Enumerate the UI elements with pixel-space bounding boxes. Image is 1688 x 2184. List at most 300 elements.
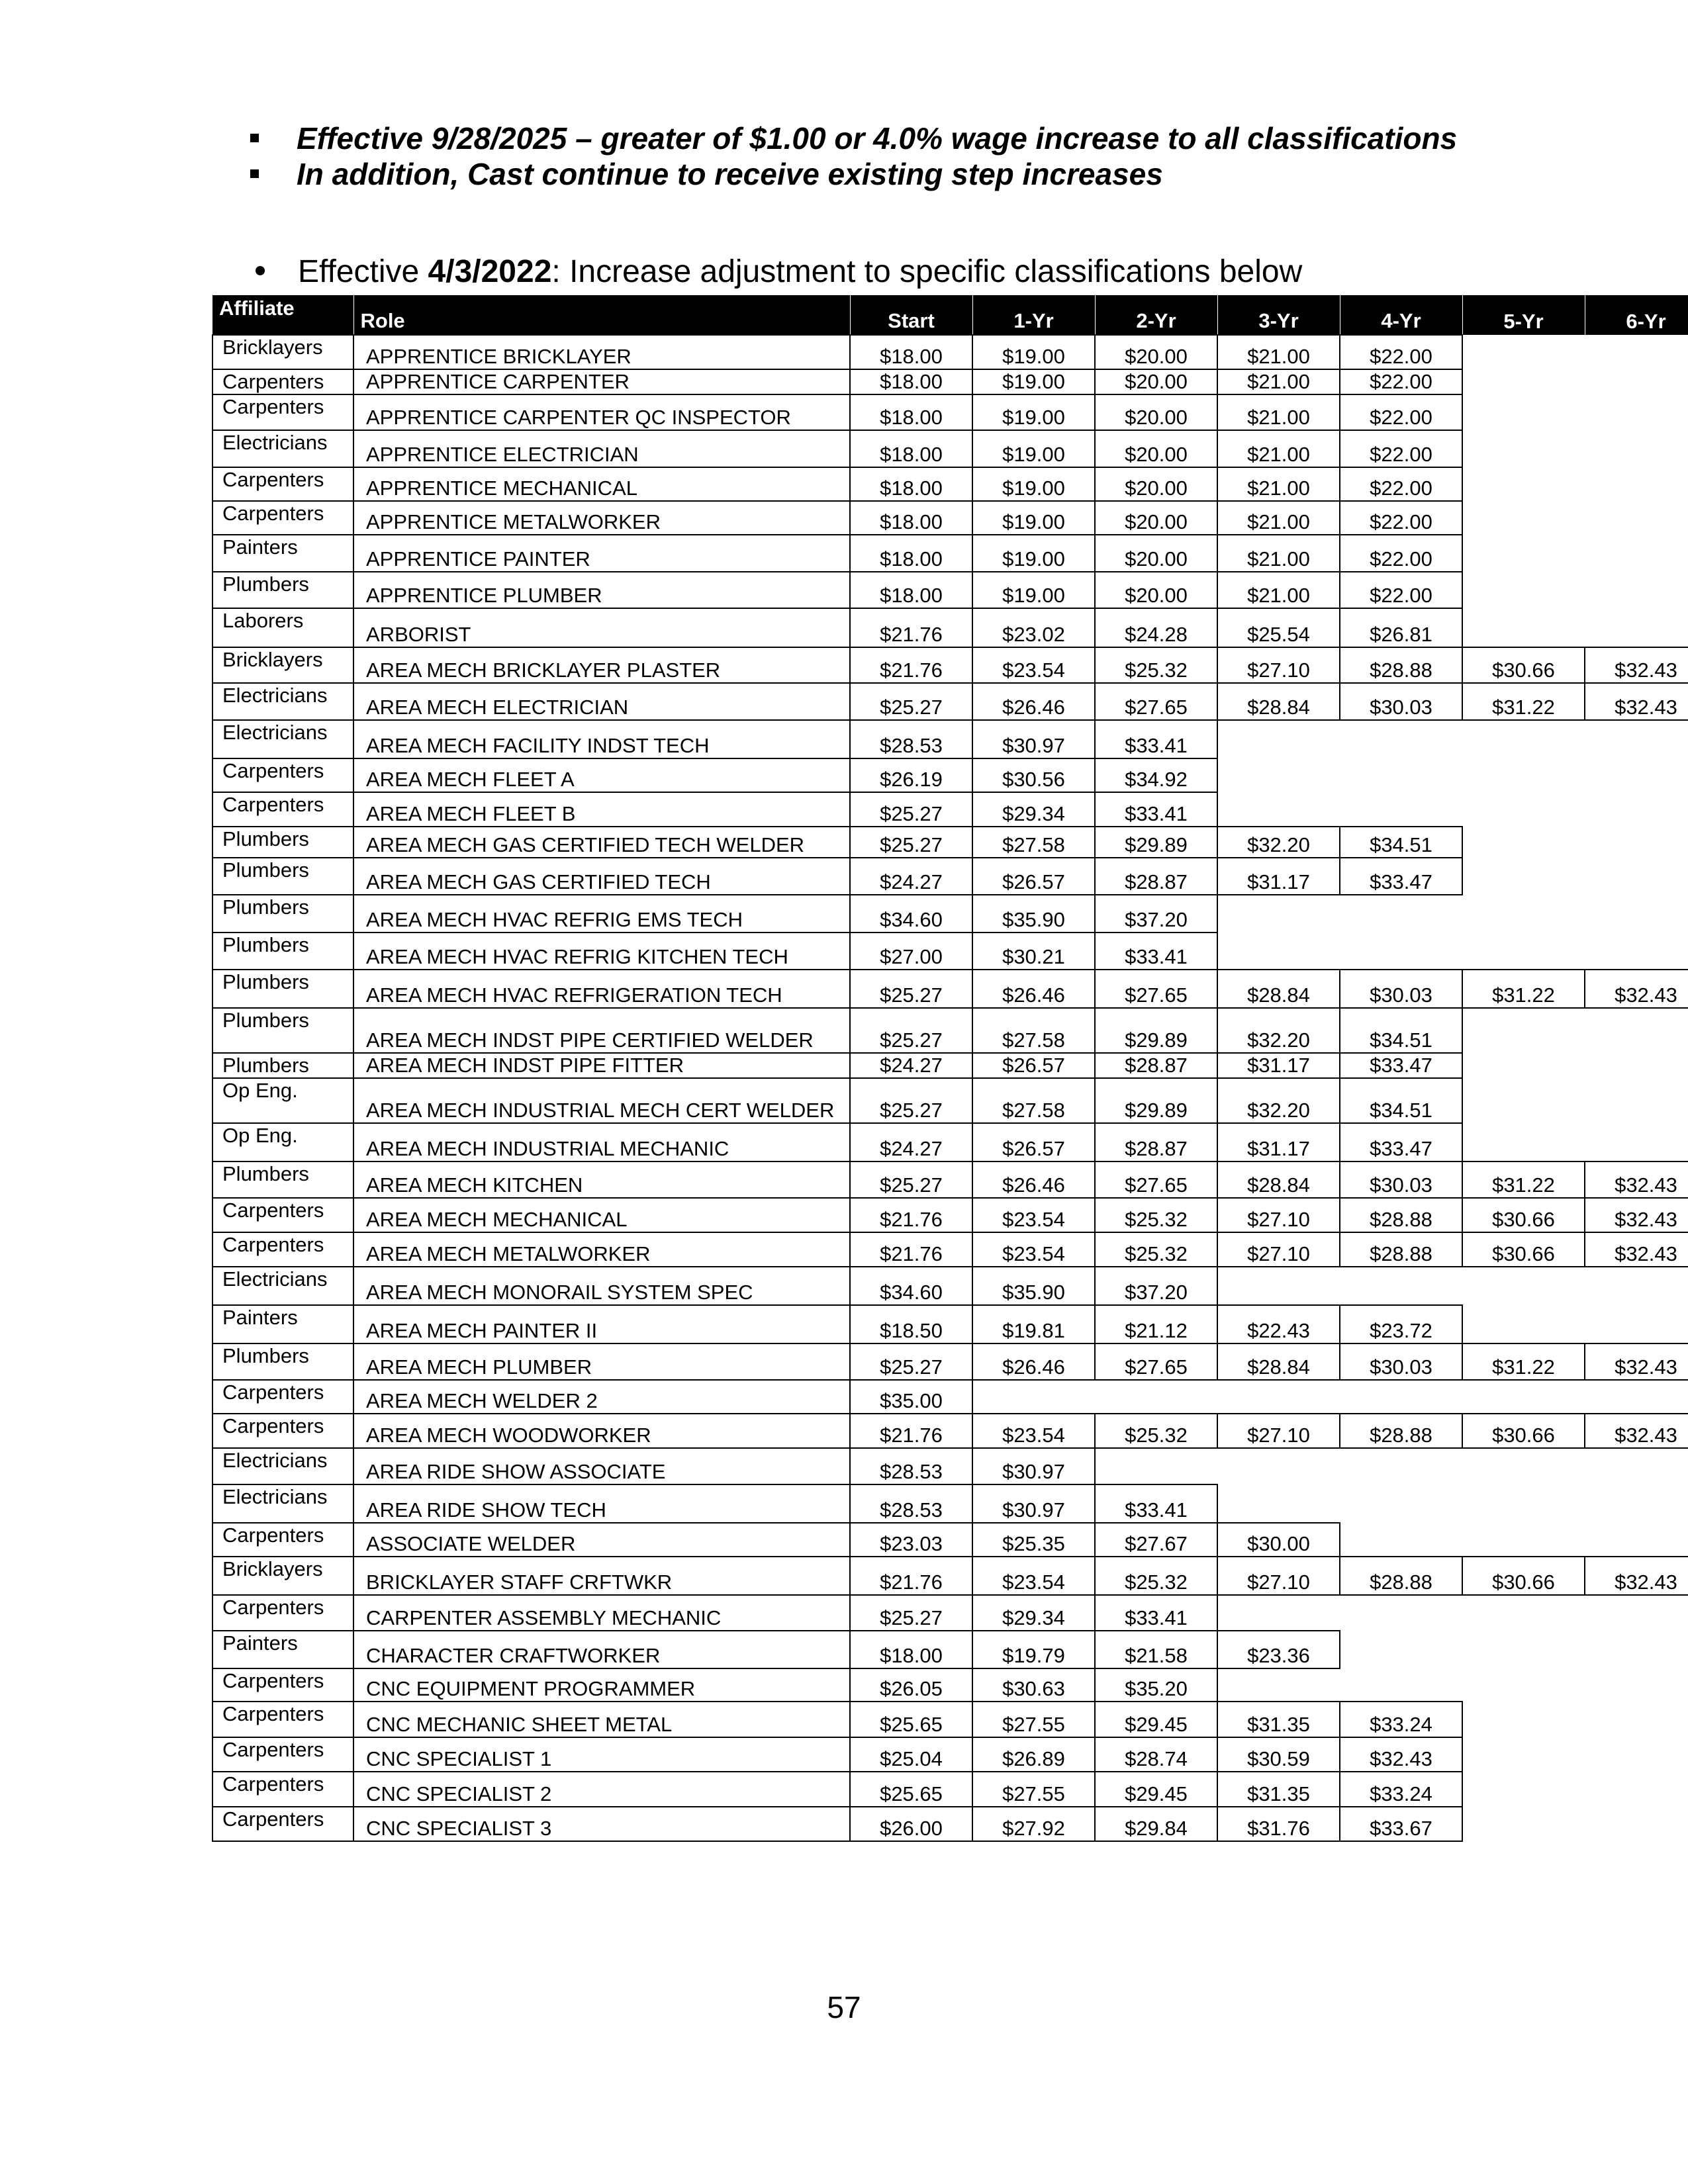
rate-cell: $33.24 [1340, 1702, 1462, 1737]
empty-cell [1462, 467, 1585, 501]
affiliate-cell: Carpenters [212, 1772, 353, 1807]
rate-cell: $28.88 [1340, 1198, 1462, 1232]
table-row [212, 1161, 1688, 1198]
table-row [212, 335, 1688, 369]
affiliate-cell: Electricians [212, 1448, 353, 1484]
rate-cell: $25.65 [850, 1772, 972, 1807]
affiliate-cell: Carpenters [212, 1702, 353, 1737]
rate-cell: $32.43 [1585, 1414, 1688, 1448]
rate-cell: $22.00 [1340, 394, 1462, 430]
empty-cell [1585, 572, 1688, 608]
rate-cell: $27.58 [972, 1008, 1095, 1053]
table-row [212, 608, 1688, 647]
table-row [212, 1702, 1688, 1737]
rate-cell: $32.20 [1217, 1078, 1340, 1123]
empty-cell [1585, 895, 1688, 933]
rate-cell: $27.67 [1095, 1523, 1217, 1557]
rate-cell: $27.55 [972, 1702, 1095, 1737]
rate-cell: $30.03 [1340, 1343, 1462, 1380]
empty-cell [1585, 1595, 1688, 1631]
role-cell: AREA MECH FLEET B [353, 792, 850, 827]
empty-cell [1585, 1053, 1688, 1078]
affiliate-cell: Plumbers [212, 933, 353, 970]
rate-cell: $26.57 [972, 1053, 1095, 1078]
table-row [212, 720, 1688, 758]
empty-cell [1340, 758, 1462, 792]
table-row [212, 1008, 1688, 1053]
rate-cell: $30.66 [1462, 647, 1585, 683]
role-cell: AREA RIDE SHOW ASSOCIATE [353, 1448, 850, 1484]
rate-cell: $29.34 [972, 1595, 1095, 1631]
rate-cell: $20.00 [1095, 501, 1217, 535]
affiliate-cell: Plumbers [212, 858, 353, 895]
empty-cell [1095, 1380, 1217, 1414]
empty-cell [1462, 895, 1585, 933]
rate-cell: $21.76 [850, 1414, 972, 1448]
empty-cell [1585, 369, 1688, 394]
rate-cell: $29.34 [972, 792, 1095, 827]
empty-cell [1340, 1668, 1462, 1702]
rate-cell: $29.84 [1095, 1807, 1217, 1841]
table-row [212, 758, 1688, 792]
rate-cell: $30.21 [972, 933, 1095, 970]
round-bullet-icon [256, 266, 265, 275]
empty-cell [1340, 1523, 1462, 1557]
table-row [212, 430, 1688, 467]
table-row [212, 394, 1688, 430]
rate-cell: $19.81 [972, 1305, 1095, 1343]
table-row [212, 792, 1688, 827]
rate-cell: $27.92 [972, 1807, 1095, 1841]
table-row [212, 1668, 1688, 1702]
rate-cell: $34.92 [1095, 758, 1217, 792]
rate-cell: $21.00 [1217, 394, 1340, 430]
affiliate-cell: Bricklayers [212, 335, 353, 369]
rate-cell: $31.17 [1217, 858, 1340, 895]
empty-cell [1585, 535, 1688, 572]
empty-cell [1217, 1484, 1340, 1523]
rate-cell: $28.53 [850, 720, 972, 758]
rate-cell: $27.10 [1217, 1198, 1340, 1232]
rate-cell: $20.00 [1095, 572, 1217, 608]
rate-cell: $28.87 [1095, 1123, 1217, 1161]
square-bullet-icon [250, 134, 259, 142]
rate-cell: $21.00 [1217, 369, 1340, 394]
empty-cell [1340, 895, 1462, 933]
affiliate-cell: Laborers [212, 608, 353, 647]
empty-cell [1585, 1380, 1688, 1414]
rate-cell: $32.43 [1585, 1343, 1688, 1380]
rate-cell: $37.20 [1095, 895, 1217, 933]
rate-cell: $27.58 [972, 827, 1095, 858]
table-row [212, 1448, 1688, 1484]
table-row [212, 1557, 1688, 1595]
affiliate-cell: Painters [212, 535, 353, 572]
rate-cell: $25.27 [850, 1161, 972, 1198]
rate-cell: $18.00 [850, 369, 972, 394]
rate-cell: $27.00 [850, 933, 972, 970]
rate-cell: $19.00 [972, 369, 1095, 394]
rate-cell: $18.00 [850, 394, 972, 430]
rate-cell: $25.27 [850, 683, 972, 720]
empty-cell [1217, 1448, 1340, 1484]
empty-cell [1585, 501, 1688, 535]
empty-cell [1585, 1305, 1688, 1343]
rate-cell: $33.41 [1095, 792, 1217, 827]
table-row [212, 933, 1688, 970]
rate-cell: $25.32 [1095, 1198, 1217, 1232]
rate-cell: $33.47 [1340, 1053, 1462, 1078]
role-cell: CNC EQUIPMENT PROGRAMMER [353, 1668, 850, 1702]
rate-cell: $21.76 [850, 1557, 972, 1595]
rate-cell: $21.00 [1217, 430, 1340, 467]
affiliate-cell: Plumbers [212, 1008, 353, 1053]
effective-line [256, 253, 1302, 291]
empty-cell [1462, 858, 1585, 895]
role-cell: CARPENTER ASSEMBLY MECHANIC [353, 1595, 850, 1631]
rate-cell: $24.27 [850, 1123, 972, 1161]
rate-cell: $33.24 [1340, 1772, 1462, 1807]
rate-cell: $20.00 [1095, 335, 1217, 369]
rate-cell: $32.20 [1217, 827, 1340, 858]
rate-cell: $33.41 [1095, 720, 1217, 758]
role-cell: CNC SPECIALIST 2 [353, 1772, 850, 1807]
table-row [212, 683, 1688, 720]
rate-cell: $25.04 [850, 1737, 972, 1772]
rate-cell: $26.81 [1340, 608, 1462, 647]
empty-cell [1462, 758, 1585, 792]
affiliate-cell: Plumbers [212, 1161, 353, 1198]
effective-date: 4/3/2022 [428, 254, 552, 289]
rate-cell: $30.97 [972, 1448, 1095, 1484]
rate-cell: $23.02 [972, 608, 1095, 647]
empty-cell [1462, 1737, 1585, 1772]
rate-cell: $30.66 [1462, 1557, 1585, 1595]
role-cell: AREA MECH PLUMBER [353, 1343, 850, 1380]
rate-cell: $20.00 [1095, 535, 1217, 572]
rate-cell: $21.76 [850, 647, 972, 683]
rate-cell: $33.47 [1340, 1123, 1462, 1161]
rate-cell: $32.43 [1585, 970, 1688, 1008]
rate-cell: $21.76 [850, 1198, 972, 1232]
rate-cell: $21.00 [1217, 501, 1340, 535]
rate-cell: $28.74 [1095, 1737, 1217, 1772]
rate-cell: $21.76 [850, 1232, 972, 1267]
empty-cell [1585, 1008, 1688, 1053]
rate-cell: $28.84 [1217, 1343, 1340, 1380]
role-cell: ARBORIST [353, 608, 850, 647]
affiliate-cell: Carpenters [212, 758, 353, 792]
role-cell: AREA MECH MECHANICAL [353, 1198, 850, 1232]
rate-cell: $26.19 [850, 758, 972, 792]
rate-cell: $26.05 [850, 1668, 972, 1702]
affiliate-cell: Carpenters [212, 1807, 353, 1841]
rate-cell: $30.66 [1462, 1232, 1585, 1267]
rate-cell: $31.35 [1217, 1772, 1340, 1807]
column-header-start: Start [850, 295, 972, 335]
role-cell: AREA MECH INDST PIPE FITTER [353, 1053, 850, 1078]
table-row [212, 501, 1688, 535]
affiliate-cell: Carpenters [212, 1414, 353, 1448]
affiliate-cell: Carpenters [212, 1737, 353, 1772]
rate-cell: $22.00 [1340, 501, 1462, 535]
affiliate-cell: Carpenters [212, 467, 353, 501]
role-cell: APPRENTICE PLUMBER [353, 572, 850, 608]
rate-cell: $21.76 [850, 608, 972, 647]
empty-cell [1462, 1772, 1585, 1807]
rate-cell: $34.51 [1340, 1078, 1462, 1123]
page-number: 57 [827, 1990, 861, 2025]
column-header-affiliate: Affiliate [212, 295, 353, 335]
rate-cell: $19.00 [972, 572, 1095, 608]
rate-cell: $24.28 [1095, 608, 1217, 647]
role-cell: APPRENTICE BRICKLAYER [353, 335, 850, 369]
rate-cell: $25.54 [1217, 608, 1340, 647]
table-row [212, 1737, 1688, 1772]
rate-cell: $18.00 [850, 535, 972, 572]
table-row [212, 647, 1688, 683]
empty-cell [1462, 1484, 1585, 1523]
rate-cell: $29.45 [1095, 1702, 1217, 1737]
table-row [212, 1772, 1688, 1807]
rate-cell: $25.27 [850, 1343, 972, 1380]
empty-cell [1340, 1380, 1462, 1414]
empty-cell [1462, 1267, 1585, 1305]
rate-cell: $25.27 [850, 1078, 972, 1123]
role-cell: AREA MECH KITCHEN [353, 1161, 850, 1198]
rate-cell: $31.22 [1462, 1161, 1585, 1198]
rate-cell: $30.56 [972, 758, 1095, 792]
rate-cell: $29.89 [1095, 827, 1217, 858]
role-cell: CNC MECHANIC SHEET METAL [353, 1702, 850, 1737]
wage-table [212, 295, 1688, 1842]
affiliate-cell: Plumbers [212, 1343, 353, 1380]
table-row [212, 1414, 1688, 1448]
rate-cell: $30.03 [1340, 683, 1462, 720]
table-row [212, 1232, 1688, 1267]
empty-cell [1585, 1484, 1688, 1523]
empty-cell [1585, 1267, 1688, 1305]
rate-cell: $24.27 [850, 858, 972, 895]
bullet-text: Effective 9/28/2025 – greater of $1.00 or 4.0% wage increase to all classifications [297, 121, 1458, 156]
rate-cell: $18.50 [850, 1305, 972, 1343]
rate-cell: $25.35 [972, 1523, 1095, 1557]
rate-cell: $22.00 [1340, 335, 1462, 369]
empty-cell [1585, 758, 1688, 792]
rate-cell: $28.53 [850, 1448, 972, 1484]
rate-cell: $34.51 [1340, 827, 1462, 858]
empty-cell [1585, 1078, 1688, 1123]
rate-cell: $30.00 [1217, 1523, 1340, 1557]
empty-cell [1585, 1668, 1688, 1702]
rate-cell: $28.84 [1217, 970, 1340, 1008]
rate-cell: $19.00 [972, 467, 1095, 501]
affiliate-cell: Plumbers [212, 970, 353, 1008]
table-row [212, 535, 1688, 572]
affiliate-cell: Plumbers [212, 827, 353, 858]
rate-cell: $26.57 [972, 1123, 1095, 1161]
rate-cell: $25.27 [850, 1595, 972, 1631]
rate-cell: $23.54 [972, 1557, 1095, 1595]
rate-cell: $22.43 [1217, 1305, 1340, 1343]
rate-cell: $26.57 [972, 858, 1095, 895]
role-cell: AREA MECH PAINTER II [353, 1305, 850, 1343]
empty-cell [1217, 1267, 1340, 1305]
rate-cell: $23.72 [1340, 1305, 1462, 1343]
role-cell: AREA MECH GAS CERTIFIED TECH [353, 858, 850, 895]
rate-cell: $32.43 [1585, 683, 1688, 720]
role-cell: AREA RIDE SHOW TECH [353, 1484, 850, 1523]
rate-cell: $35.90 [972, 1267, 1095, 1305]
rate-cell: $18.00 [850, 501, 972, 535]
column-header-5-yr: 5-Yr [1462, 295, 1585, 335]
affiliate-cell: Painters [212, 1631, 353, 1668]
role-cell: AREA MECH INDST PIPE CERTIFIED WELDER [353, 1008, 850, 1053]
affiliate-cell: Carpenters [212, 1380, 353, 1414]
rate-cell: $28.84 [1217, 683, 1340, 720]
rate-cell: $27.10 [1217, 1414, 1340, 1448]
table-row [212, 1595, 1688, 1631]
effective-suffix: : Increase adjustment to specific classifications below [551, 254, 1303, 289]
rate-cell: $21.12 [1095, 1305, 1217, 1343]
affiliate-cell: Carpenters [212, 501, 353, 535]
empty-cell [1462, 501, 1585, 535]
empty-cell [972, 1380, 1095, 1414]
rate-cell: $32.43 [1585, 1232, 1688, 1267]
role-cell: AREA MECH INDUSTRIAL MECH CERT WELDER [353, 1078, 850, 1123]
role-cell: APPRENTICE CARPENTER [353, 369, 850, 394]
table-row [212, 1631, 1688, 1668]
rate-cell: $21.00 [1217, 535, 1340, 572]
empty-cell [1217, 720, 1340, 758]
rate-cell: $23.54 [972, 647, 1095, 683]
affiliate-cell: Electricians [212, 720, 353, 758]
empty-cell [1340, 1448, 1462, 1484]
column-header-1-yr: 1-Yr [972, 295, 1095, 335]
rate-cell: $35.20 [1095, 1668, 1217, 1702]
rate-cell: $28.88 [1340, 647, 1462, 683]
empty-cell [1585, 394, 1688, 430]
rate-cell: $20.00 [1095, 394, 1217, 430]
rate-cell: $31.22 [1462, 683, 1585, 720]
empty-cell [1462, 1008, 1585, 1053]
affiliate-cell: Plumbers [212, 572, 353, 608]
empty-cell [1340, 792, 1462, 827]
table-row [212, 1343, 1688, 1380]
role-cell: CNC SPECIALIST 3 [353, 1807, 850, 1841]
rate-cell: $28.87 [1095, 858, 1217, 895]
rate-cell: $26.46 [972, 683, 1095, 720]
empty-cell [1585, 1772, 1688, 1807]
empty-cell [1585, 1631, 1688, 1668]
rate-cell: $31.17 [1217, 1123, 1340, 1161]
role-cell: AREA MECH HVAC REFRIG KITCHEN TECH [353, 933, 850, 970]
rate-cell: $25.27 [850, 827, 972, 858]
rate-cell: $23.54 [972, 1414, 1095, 1448]
empty-cell [1585, 1702, 1688, 1737]
empty-cell [1340, 1267, 1462, 1305]
bullet-item [245, 156, 1457, 192]
rate-cell: $19.00 [972, 501, 1095, 535]
rate-cell: $28.88 [1340, 1414, 1462, 1448]
role-cell: AREA MECH WOODWORKER [353, 1414, 850, 1448]
empty-cell [1462, 1448, 1585, 1484]
table-row [212, 1380, 1688, 1414]
empty-cell [1462, 792, 1585, 827]
affiliate-cell: Electricians [212, 1484, 353, 1523]
rate-cell: $27.65 [1095, 683, 1217, 720]
affiliate-cell: Bricklayers [212, 1557, 353, 1595]
affiliate-cell: Bricklayers [212, 647, 353, 683]
rate-cell: $27.10 [1217, 1557, 1340, 1595]
empty-cell [1217, 1668, 1340, 1702]
rate-cell: $33.41 [1095, 1595, 1217, 1631]
empty-cell [1585, 827, 1688, 858]
rate-cell: $26.46 [972, 1343, 1095, 1380]
empty-cell [1585, 467, 1688, 501]
empty-cell [1585, 335, 1688, 369]
empty-cell [1217, 1380, 1340, 1414]
empty-cell [1095, 1448, 1217, 1484]
rate-cell: $27.10 [1217, 1232, 1340, 1267]
empty-cell [1217, 895, 1340, 933]
affiliate-cell: Op Eng. [212, 1078, 353, 1123]
empty-cell [1462, 335, 1585, 369]
empty-cell [1462, 572, 1585, 608]
rate-cell: $19.00 [972, 535, 1095, 572]
rate-cell: $29.45 [1095, 1772, 1217, 1807]
empty-cell [1462, 394, 1585, 430]
table-row [212, 827, 1688, 858]
rate-cell: $30.59 [1217, 1737, 1340, 1772]
rate-cell: $28.87 [1095, 1053, 1217, 1078]
rate-cell: $21.58 [1095, 1631, 1217, 1668]
rate-cell: $29.89 [1095, 1008, 1217, 1053]
role-cell: AREA MECH BRICKLAYER PLASTER [353, 647, 850, 683]
rate-cell: $32.43 [1340, 1737, 1462, 1772]
table-header-row [212, 295, 1688, 335]
empty-cell [1585, 608, 1688, 647]
rate-cell: $27.65 [1095, 970, 1217, 1008]
role-cell: AREA MECH HVAC REFRIG EMS TECH [353, 895, 850, 933]
rate-cell: $31.22 [1462, 1343, 1585, 1380]
empty-cell [1462, 1807, 1585, 1841]
rate-cell: $32.43 [1585, 1557, 1688, 1595]
affiliate-cell: Plumbers [212, 895, 353, 933]
empty-cell [1462, 1078, 1585, 1123]
rate-cell: $34.60 [850, 1267, 972, 1305]
role-cell: AREA MECH ELECTRICIAN [353, 683, 850, 720]
role-cell: APPRENTICE CARPENTER QC INSPECTOR [353, 394, 850, 430]
role-cell: AREA MECH GAS CERTIFIED TECH WELDER [353, 827, 850, 858]
rate-cell: $28.88 [1340, 1557, 1462, 1595]
rate-cell: $25.65 [850, 1702, 972, 1737]
empty-cell [1340, 1595, 1462, 1631]
role-cell: AREA MECH FLEET A [353, 758, 850, 792]
role-cell: AREA MECH HVAC REFRIGERATION TECH [353, 970, 850, 1008]
rate-cell: $21.00 [1217, 467, 1340, 501]
rate-cell: $34.60 [850, 895, 972, 933]
role-cell: AREA MECH METALWORKER [353, 1232, 850, 1267]
affiliate-cell: Carpenters [212, 1523, 353, 1557]
affiliate-cell: Electricians [212, 1267, 353, 1305]
rate-cell: $25.32 [1095, 647, 1217, 683]
rate-cell: $19.00 [972, 430, 1095, 467]
rate-cell: $31.17 [1217, 1053, 1340, 1078]
rate-cell: $31.22 [1462, 970, 1585, 1008]
column-header-2-yr: 2-Yr [1095, 295, 1217, 335]
empty-cell [1585, 1448, 1688, 1484]
